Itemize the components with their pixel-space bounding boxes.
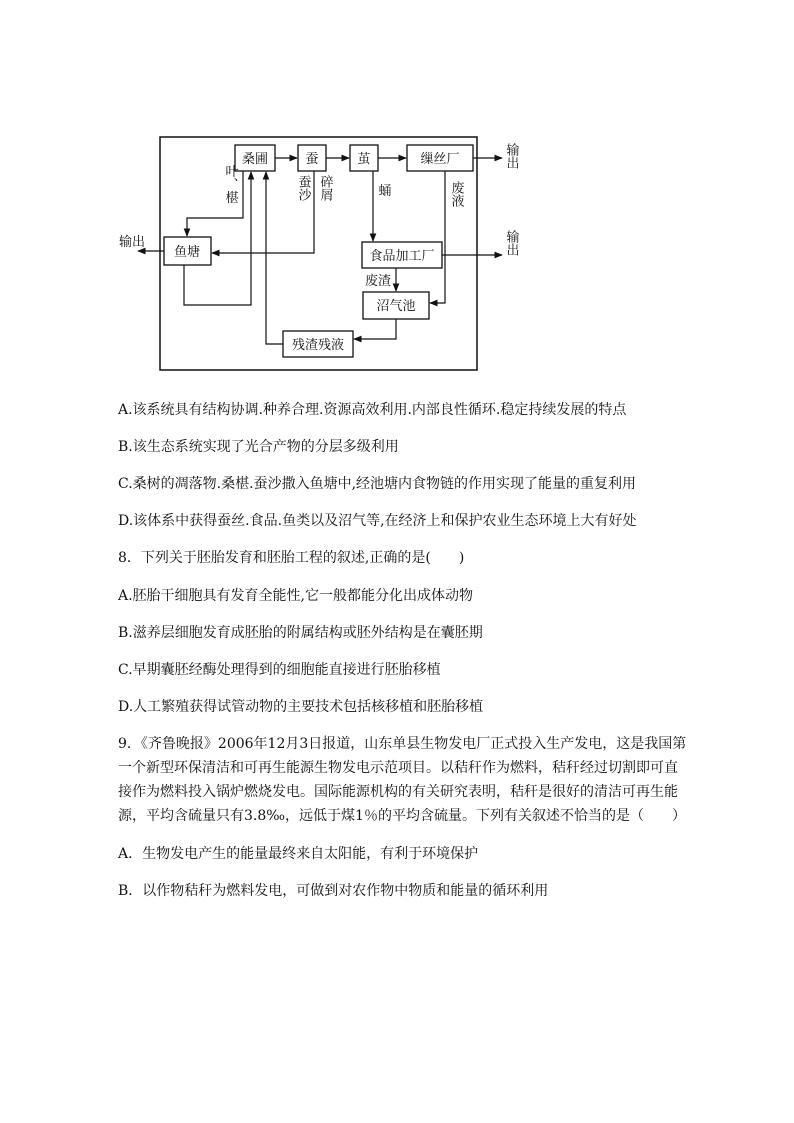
- node-can: 蚕: [305, 152, 319, 167]
- q7-option-b: B.该生态系统实现了光合产物的分层多级利用: [118, 439, 399, 455]
- node-jian: 茧: [357, 152, 371, 167]
- node-canzha: 残渣残液: [291, 338, 345, 353]
- q8-stem: 8．下列关于胚胎发育和胚胎工程的叙述,正确的是( ): [118, 550, 465, 566]
- q9-stem: 9．《齐鲁晚报》2006年12月3日报道，山东单县生物发电厂正式投入生产发电，这是我国第一个新型环保清洁和可再生能源生物发电示范项目。以秸秆作为燃料，秸秆经过切割即可直接作为燃料投入锅炉燃烧发电。国际能源机构的有关研究表明，秸秆是很好的清洁可再生能源，平均含硫量只有3.8‰，远低于煤1％的平均含硫量。下列有关叙述不恰当的是（ ）: [118, 736, 687, 824]
- label-ye-shen: 叶、椹: [222, 164, 238, 204]
- node-shipin: 食品加工厂: [369, 249, 435, 264]
- q7-option-a: A.该系统具有结构协调.种养合理.资源高效利用.内部良性循环.稳定持续发展的特点: [118, 402, 627, 418]
- question-text: [118, 398, 688, 916]
- label-yong: 蛹: [378, 184, 392, 199]
- node-zhaoqi: 沼气池: [376, 299, 416, 314]
- label-fei-ye: 废液: [448, 181, 464, 207]
- q9-option-a: A．生物发电产生的能量最终来自太阳能，有利于环境保护: [118, 846, 479, 862]
- q7-option-c: C.桑树的凋落物.桑椹.蚕沙撒入鱼塘中,经池塘内食物链的作用实现了能量的重复利用: [118, 476, 637, 492]
- node-yutang: 鱼塘: [173, 245, 201, 260]
- q8-option-d: D.人工繁殖获得试管动物的主要技术包括核移植和胚胎移植: [118, 699, 484, 715]
- q7-option-d: D.该体系中获得蚕丝.食品.鱼类以及沼气等,在经济上和保护农业生态环境上大有好处: [118, 513, 637, 529]
- label-output-top-right: 输出: [503, 143, 519, 169]
- flow-diagram-svg: [0, 0, 794, 400]
- node-sangyuan: 桑圃: [241, 152, 269, 167]
- node-saosi: 缫丝厂: [420, 152, 460, 167]
- label-output-mid-right: 输出: [503, 230, 519, 256]
- q8-option-a: A.胚胎干细胞具有发育全能性,它一般都能分化出成体动物: [118, 588, 474, 604]
- q8-option-b: B.滋养层细胞发育成胚胎的附属结构或胚外结构是在囊胚期: [118, 625, 483, 641]
- q9-option-b: B．以作物秸秆为燃料发电，可做到对农作物中物质和能量的循环利用: [118, 883, 549, 899]
- ecosystem-flow-diagram: [0, 0, 794, 400]
- label-can-sha: 蚕沙: [295, 175, 311, 201]
- label-output-left: 输出: [118, 235, 146, 250]
- q8-option-c: C.早期囊胚经酶处理得到的细胞能直接进行胚胎移植: [118, 662, 441, 678]
- label-sui-xie: 碎屑: [317, 175, 333, 201]
- label-fei-zha: 废渣: [364, 274, 392, 289]
